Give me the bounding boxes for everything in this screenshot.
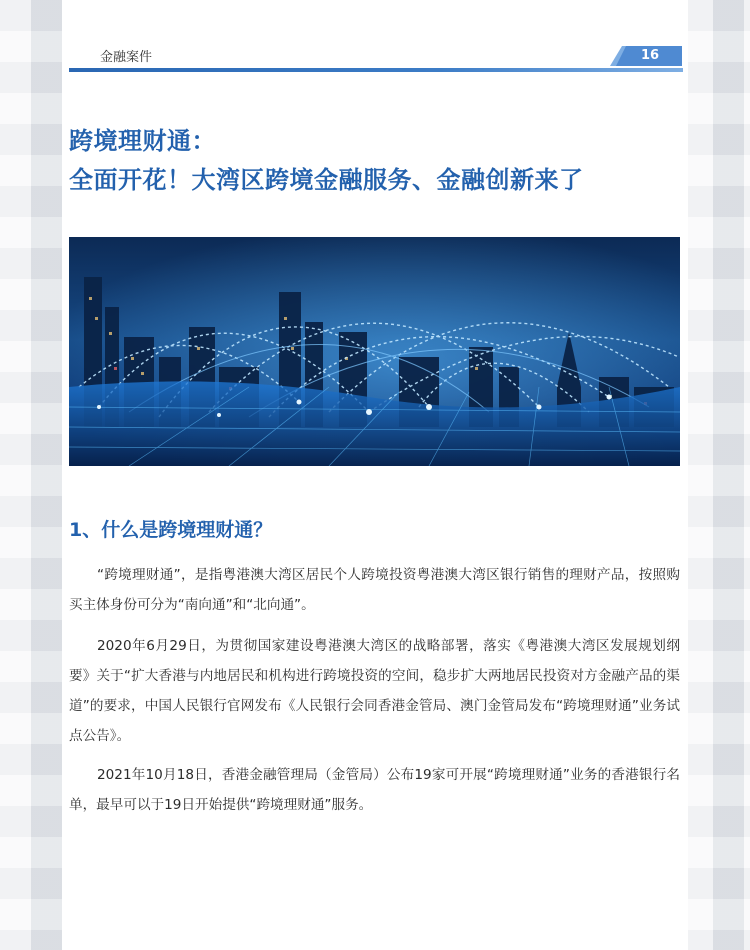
- page-number: 16: [640, 48, 660, 63]
- article-title-line-1: 跨境理财通：: [69, 127, 216, 155]
- article-title-line-2: 全面开花！大湾区跨境金融服务、金融创新来了: [69, 166, 584, 194]
- header-section-title: 金融案件: [100, 50, 153, 65]
- paragraph-history: 2020年6月29日，为贯彻国家建设粤港澳大湾区的战略部署，落实《粤港澳大湾区发展规划纲要》关于“扩大香港与内地居民和机构进行跨境投资的空间，稳步扩大两地居民投资对方金融产品的渠道”的要求，中国人民银行官网发布《人民银行会同香港金管局、澳门金管局发布“跨境理财通”业务试点公告》。: [69, 638, 680, 744]
- page-number-badge: [610, 46, 682, 66]
- section-heading: 1、什么是跨境理财通？: [69, 519, 273, 541]
- header-rule: [69, 68, 683, 72]
- paragraph-launch: 2021年10月18日，香港金融管理局（金管局）公布19家可开展“跨境理财通”业务的香港银行名单，最早可以于19日开始提供“跨境理财通”服务。: [69, 767, 680, 813]
- hero-image: [69, 237, 680, 466]
- document-page: [62, 0, 688, 950]
- night-city-network-photo: [69, 237, 680, 466]
- paragraph-definition: “跨境理财通”，是指粤港澳大湾区居民个人跨境投资粤港澳大湾区银行销售的理财产品，按照购买主体身份可分为“南向通”和“北向通”。: [69, 567, 680, 613]
